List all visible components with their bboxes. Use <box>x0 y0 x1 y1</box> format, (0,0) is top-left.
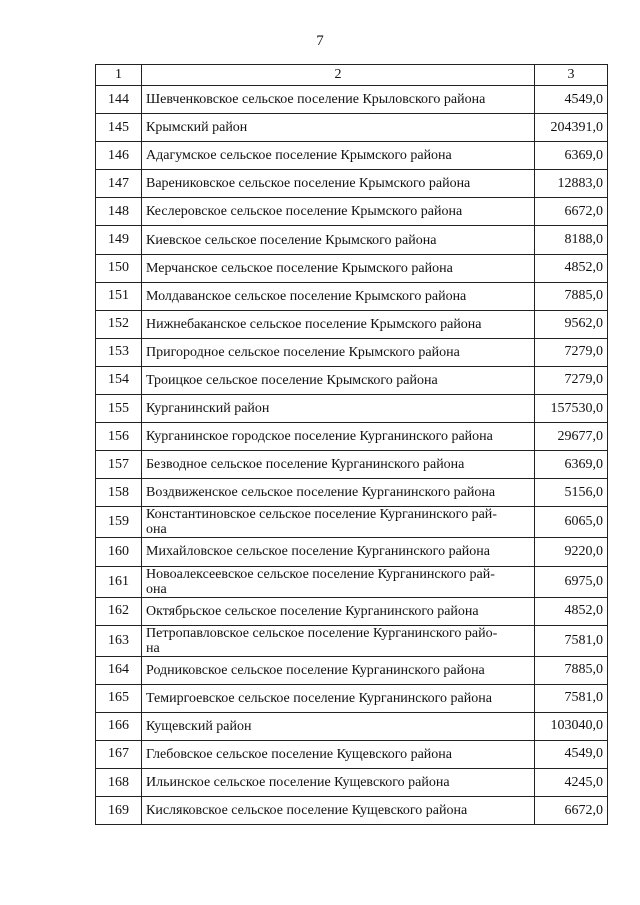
row-number: 160 <box>96 538 142 566</box>
row-name: Петропавловское сельское поселение Курганинского райо- на <box>142 625 535 656</box>
row-value: 12883,0 <box>535 170 608 198</box>
table-row <box>96 310 608 338</box>
table-row <box>96 684 608 712</box>
row-value: 7581,0 <box>535 625 608 656</box>
table-row <box>96 423 608 451</box>
table-row <box>96 198 608 226</box>
table-row <box>96 114 608 142</box>
row-value: 6672,0 <box>535 198 608 226</box>
row-number: 151 <box>96 282 142 310</box>
row-name: Молдаванское сельское поселение Крымского района <box>142 282 535 310</box>
row-value: 4549,0 <box>535 740 608 768</box>
row-value: 9220,0 <box>535 538 608 566</box>
row-value: 6369,0 <box>535 142 608 170</box>
row-value: 8188,0 <box>535 226 608 254</box>
row-number: 157 <box>96 451 142 479</box>
table-row <box>96 451 608 479</box>
row-name: Киевское сельское поселение Крымского района <box>142 226 535 254</box>
row-value: 7279,0 <box>535 366 608 394</box>
row-name: Воздвиженское сельское поселение Курганинского района <box>142 479 535 507</box>
table-row <box>96 797 608 825</box>
row-number: 161 <box>96 566 142 597</box>
table-row <box>96 86 608 114</box>
row-value: 6975,0 <box>535 566 608 597</box>
table-row <box>96 366 608 394</box>
table-row <box>96 338 608 366</box>
row-name: Константиновское сельское поселение Курганинского рай- она <box>142 507 535 538</box>
row-value: 29677,0 <box>535 423 608 451</box>
row-value: 6065,0 <box>535 507 608 538</box>
row-name: Родниковское сельское поселение Курганинского района <box>142 656 535 684</box>
row-name: Адагумское сельское поселение Крымского района <box>142 142 535 170</box>
row-number: 168 <box>96 768 142 796</box>
row-number: 159 <box>96 507 142 538</box>
row-name: Кущевский район <box>142 712 535 740</box>
table-row <box>96 597 608 625</box>
table-row <box>96 507 608 538</box>
table-row <box>96 712 608 740</box>
row-number: 164 <box>96 656 142 684</box>
row-name: Михайловское сельское поселение Курганинского района <box>142 538 535 566</box>
row-number: 169 <box>96 797 142 825</box>
table-row <box>96 566 608 597</box>
row-value: 6672,0 <box>535 797 608 825</box>
row-number: 147 <box>96 170 142 198</box>
row-value: 157530,0 <box>535 395 608 423</box>
row-number: 146 <box>96 142 142 170</box>
column-header-name: 2 <box>142 65 535 86</box>
row-name: Пригородное сельское поселение Крымского района <box>142 338 535 366</box>
allocation-table <box>95 64 608 825</box>
row-number: 150 <box>96 254 142 282</box>
table-row <box>96 254 608 282</box>
row-number: 153 <box>96 338 142 366</box>
row-value: 7279,0 <box>535 338 608 366</box>
table-row <box>96 740 608 768</box>
row-name: Троицкое сельское поселение Крымского района <box>142 366 535 394</box>
row-number: 149 <box>96 226 142 254</box>
row-number: 166 <box>96 712 142 740</box>
row-value: 204391,0 <box>535 114 608 142</box>
row-value: 7885,0 <box>535 282 608 310</box>
row-name: Мерчанское сельское поселение Крымского района <box>142 254 535 282</box>
row-name: Октябрьское сельское поселение Курганинского района <box>142 597 535 625</box>
table-row <box>96 479 608 507</box>
row-name: Безводное сельское поселение Курганинского района <box>142 451 535 479</box>
row-name: Варениковское сельское поселение Крымского района <box>142 170 535 198</box>
row-number: 156 <box>96 423 142 451</box>
table-row <box>96 282 608 310</box>
table-row <box>96 625 608 656</box>
row-name: Новоалексеевское сельское поселение Курганинского рай- она <box>142 566 535 597</box>
row-name: Темиргоевское сельское поселение Курганинского района <box>142 684 535 712</box>
table-row <box>96 768 608 796</box>
row-value: 4852,0 <box>535 597 608 625</box>
row-name: Шевченковское сельское поселение Крыловского района <box>142 86 535 114</box>
row-number: 163 <box>96 625 142 656</box>
column-header-number: 1 <box>96 65 142 86</box>
row-number: 162 <box>96 597 142 625</box>
row-value: 6369,0 <box>535 451 608 479</box>
table-row <box>96 226 608 254</box>
row-value: 7581,0 <box>535 684 608 712</box>
row-name: Курганинский район <box>142 395 535 423</box>
table-row <box>96 395 608 423</box>
row-value: 7885,0 <box>535 656 608 684</box>
row-name: Крымский район <box>142 114 535 142</box>
row-number: 152 <box>96 310 142 338</box>
table-row <box>96 538 608 566</box>
row-value: 4852,0 <box>535 254 608 282</box>
row-number: 165 <box>96 684 142 712</box>
table-row <box>96 170 608 198</box>
table-row <box>96 656 608 684</box>
row-name: Курганинское городское поселение Курганинского района <box>142 423 535 451</box>
row-value: 103040,0 <box>535 712 608 740</box>
row-number: 145 <box>96 114 142 142</box>
row-value: 5156,0 <box>535 479 608 507</box>
row-number: 158 <box>96 479 142 507</box>
row-number: 154 <box>96 366 142 394</box>
row-value: 4245,0 <box>535 768 608 796</box>
table-row <box>96 142 608 170</box>
page-number: 7 <box>316 33 324 49</box>
row-number: 148 <box>96 198 142 226</box>
row-value: 4549,0 <box>535 86 608 114</box>
row-number: 144 <box>96 86 142 114</box>
row-name: Кеслеровское сельское поселение Крымского района <box>142 198 535 226</box>
column-header-value: 3 <box>535 65 608 86</box>
row-name: Ильинское сельское поселение Кущевского района <box>142 768 535 796</box>
row-number: 155 <box>96 395 142 423</box>
row-name: Нижнебаканское сельское поселение Крымского района <box>142 310 535 338</box>
row-name: Кисляковское сельское поселение Кущевского района <box>142 797 535 825</box>
row-value: 9562,0 <box>535 310 608 338</box>
row-name: Глебовское сельское поселение Кущевского района <box>142 740 535 768</box>
table-header-row <box>96 65 608 86</box>
row-number: 167 <box>96 740 142 768</box>
